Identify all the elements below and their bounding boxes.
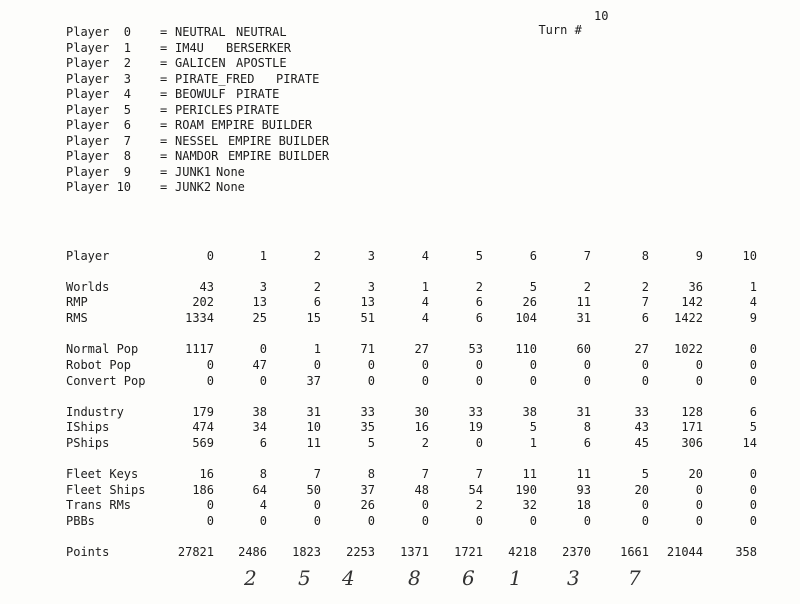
table-cell: 9 bbox=[695, 249, 703, 263]
table-cell: 51 bbox=[360, 311, 375, 325]
table-cell: 7 bbox=[421, 467, 429, 481]
table-cell: 0 bbox=[695, 498, 703, 512]
table-cell: 358 bbox=[735, 545, 757, 559]
row-label: Industry bbox=[66, 405, 124, 419]
table-cell: 142 bbox=[681, 295, 703, 309]
table-cell: 0 bbox=[475, 514, 483, 528]
handwritten-rank: 6 bbox=[462, 566, 475, 590]
table-cell: 0 bbox=[641, 498, 649, 512]
turn-indicator bbox=[524, 9, 609, 51]
table-cell: 4 bbox=[421, 295, 429, 309]
table-cell: 20 bbox=[688, 467, 703, 481]
equals-sign: = bbox=[160, 133, 168, 148]
table-cell: 0 bbox=[421, 498, 429, 512]
table-cell: 1334 bbox=[185, 311, 214, 325]
row-label: Fleet Keys bbox=[66, 467, 139, 481]
table-cell: 0 bbox=[475, 358, 483, 372]
table-cell: 33 bbox=[360, 405, 375, 419]
player-label: Player 9 bbox=[66, 164, 132, 179]
row-label: Fleet Ships bbox=[66, 483, 146, 497]
table-cell: 6 bbox=[529, 249, 537, 263]
table-cell: 10 bbox=[742, 249, 757, 263]
table-cell: 0 bbox=[367, 358, 375, 372]
table-cell: 37 bbox=[360, 483, 375, 497]
table-cell: 0 bbox=[695, 358, 703, 372]
table-cell: 43 bbox=[199, 280, 214, 294]
player-name: NESSEL bbox=[175, 133, 219, 148]
table-cell: 0 bbox=[583, 374, 591, 388]
table-cell: 6 bbox=[259, 436, 267, 450]
table-cell: 0 bbox=[749, 483, 757, 497]
table-cell: 36 bbox=[688, 280, 703, 294]
table-cell: 0 bbox=[529, 358, 537, 372]
table-cell: 26 bbox=[522, 295, 537, 309]
table-cell: 33 bbox=[634, 405, 649, 419]
table-cell: 26 bbox=[360, 498, 375, 512]
table-cell: 171 bbox=[681, 420, 703, 434]
table-cell: 27 bbox=[634, 342, 649, 356]
player-name: PERICLES bbox=[175, 102, 233, 117]
handwritten-rank: 7 bbox=[628, 566, 641, 590]
table-cell: 6 bbox=[475, 311, 483, 325]
table-cell: 0 bbox=[259, 514, 267, 528]
table-cell: 179 bbox=[192, 405, 214, 419]
table-cell: 2486 bbox=[238, 545, 267, 559]
table-cell: 6 bbox=[749, 405, 757, 419]
table-cell: 11 bbox=[522, 467, 537, 481]
table-cell: 110 bbox=[515, 342, 537, 356]
table-cell: 1 bbox=[421, 280, 429, 294]
player-role: PIRATE bbox=[276, 71, 320, 86]
equals-sign: = bbox=[160, 180, 168, 194]
table-cell: 54 bbox=[468, 483, 483, 497]
table-cell: 0 bbox=[641, 358, 649, 372]
table-cell: 2 bbox=[313, 280, 321, 294]
player-role: EMPIRE BUILDER bbox=[228, 149, 330, 163]
table-cell: 93 bbox=[576, 483, 591, 497]
table-cell: 8 bbox=[367, 467, 375, 481]
table-cell: 0 bbox=[695, 514, 703, 528]
player-name: JUNK2 bbox=[175, 180, 212, 194]
equals-sign: = bbox=[160, 164, 168, 179]
table-cell: 1823 bbox=[292, 545, 321, 559]
row-label: PShips bbox=[66, 436, 110, 450]
table-cell: 1117 bbox=[185, 342, 214, 356]
table-cell: 14 bbox=[742, 436, 757, 450]
table-cell: 5 bbox=[529, 280, 537, 294]
turn-label: Turn # bbox=[538, 23, 582, 37]
table-cell: 0 bbox=[641, 374, 649, 388]
row-label: Points bbox=[66, 545, 110, 559]
table-cell: 1422 bbox=[674, 311, 703, 325]
table-cell: 0 bbox=[206, 514, 214, 528]
table-cell: 3 bbox=[367, 249, 375, 263]
table-cell: 0 bbox=[206, 358, 214, 372]
table-cell: 0 bbox=[421, 514, 429, 528]
table-cell: 20 bbox=[634, 483, 649, 497]
handwritten-rank: 5 bbox=[298, 566, 311, 590]
player-name: IM4U bbox=[175, 40, 204, 55]
table-cell: 0 bbox=[529, 374, 537, 388]
turn-number: 10 bbox=[594, 9, 609, 23]
table-cell: 0 bbox=[421, 358, 429, 372]
player-name: NAMDOR bbox=[175, 149, 219, 163]
table-cell: 13 bbox=[360, 295, 375, 309]
table-cell: 6 bbox=[313, 295, 321, 309]
table-cell: 2 bbox=[641, 280, 649, 294]
table-cell: 37 bbox=[306, 374, 321, 388]
table-cell: 50 bbox=[306, 483, 321, 497]
table-cell: 1661 bbox=[620, 545, 649, 559]
equals-sign: = bbox=[160, 56, 168, 70]
player-label: Player 7 bbox=[66, 133, 132, 148]
table-cell: 1 bbox=[529, 436, 537, 450]
table-cell: 31 bbox=[306, 405, 321, 419]
table-cell: 13 bbox=[252, 295, 267, 309]
player-label: Player 2 bbox=[66, 56, 132, 70]
equals-sign: = bbox=[160, 118, 168, 132]
player-label: Player 5 bbox=[66, 102, 132, 117]
table-cell: 45 bbox=[634, 436, 649, 450]
handwritten-rank: 2 bbox=[244, 566, 257, 590]
player-label: Player 1 bbox=[66, 40, 132, 55]
player-role: PIRATE bbox=[236, 87, 280, 101]
player-role: PIRATE bbox=[236, 102, 280, 117]
table-cell: 1 bbox=[313, 342, 321, 356]
table-cell: 5 bbox=[475, 249, 483, 263]
player-name: GALICEN bbox=[175, 56, 226, 70]
player-name: JUNK1 bbox=[175, 164, 212, 179]
table-cell: 19 bbox=[468, 420, 483, 434]
table-cell: 30 bbox=[414, 405, 429, 419]
table-cell: 306 bbox=[681, 436, 703, 450]
table-cell: 0 bbox=[367, 374, 375, 388]
table-cell: 0 bbox=[749, 358, 757, 372]
table-cell: 0 bbox=[206, 374, 214, 388]
table-cell: 0 bbox=[259, 374, 267, 388]
table-cell: 11 bbox=[576, 295, 591, 309]
table-cell: 202 bbox=[192, 295, 214, 309]
equals-sign: = bbox=[160, 25, 168, 39]
table-cell: 0 bbox=[475, 436, 483, 450]
table-cell: 34 bbox=[252, 420, 267, 434]
table-cell: 71 bbox=[360, 342, 375, 356]
player-label: Player 3 bbox=[66, 71, 132, 86]
table-cell: 128 bbox=[681, 405, 703, 419]
equals-sign: = bbox=[160, 102, 168, 117]
table-cell: 38 bbox=[252, 405, 267, 419]
table-cell: 7 bbox=[583, 249, 591, 263]
table-cell: 18 bbox=[576, 498, 591, 512]
table-cell: 31 bbox=[576, 405, 591, 419]
table-cell: 31 bbox=[576, 311, 591, 325]
table-cell: 11 bbox=[576, 467, 591, 481]
table-cell: 4 bbox=[421, 311, 429, 325]
table-cell: 16 bbox=[414, 420, 429, 434]
table-cell: 0 bbox=[206, 249, 214, 263]
table-cell: 0 bbox=[749, 514, 757, 528]
table-cell: 2370 bbox=[562, 545, 591, 559]
row-label: IShips bbox=[66, 420, 110, 434]
table-cell: 4 bbox=[749, 295, 757, 309]
table-cell: 0 bbox=[583, 514, 591, 528]
table-cell: 4218 bbox=[508, 545, 537, 559]
table-cell: 25 bbox=[252, 311, 267, 325]
table-cell: 60 bbox=[576, 342, 591, 356]
row-label: RMS bbox=[66, 311, 88, 325]
player-label: Player 4 bbox=[66, 87, 132, 101]
table-cell: 21044 bbox=[666, 545, 703, 559]
table-cell: 1 bbox=[749, 280, 757, 294]
player-role: APOSTLE bbox=[236, 56, 287, 70]
player-role: EMPIRE BUILDER bbox=[211, 118, 313, 132]
row-label: Trans RMs bbox=[66, 498, 132, 512]
table-cell: 0 bbox=[749, 467, 757, 481]
table-cell: 2 bbox=[583, 280, 591, 294]
row-label: Normal Pop bbox=[66, 342, 139, 356]
player-name: NEUTRAL bbox=[175, 25, 226, 39]
table-cell: 0 bbox=[259, 342, 267, 356]
table-cell: 0 bbox=[749, 498, 757, 512]
table-cell: 8 bbox=[641, 249, 649, 263]
table-cell: 0 bbox=[749, 374, 757, 388]
table-cell: 0 bbox=[641, 514, 649, 528]
player-role: None bbox=[216, 180, 245, 194]
table-cell: 1371 bbox=[400, 545, 429, 559]
table-cell: 11 bbox=[306, 436, 321, 450]
table-cell: 3 bbox=[259, 280, 267, 294]
table-cell: 48 bbox=[414, 483, 429, 497]
table-cell: 27 bbox=[414, 342, 429, 356]
table-cell: 33 bbox=[468, 405, 483, 419]
equals-sign: = bbox=[160, 149, 168, 163]
table-cell: 0 bbox=[749, 342, 757, 356]
table-cell: 1721 bbox=[454, 545, 483, 559]
row-label: PBBs bbox=[66, 514, 95, 528]
table-cell: 35 bbox=[360, 420, 375, 434]
player-role: None bbox=[216, 164, 245, 179]
table-cell: 0 bbox=[475, 374, 483, 388]
table-cell: 0 bbox=[313, 358, 321, 372]
table-cell: 6 bbox=[475, 295, 483, 309]
equals-sign: = bbox=[160, 87, 168, 101]
table-cell: 0 bbox=[367, 514, 375, 528]
table-cell: 43 bbox=[634, 420, 649, 434]
table-cell: 4 bbox=[421, 249, 429, 263]
table-cell: 32 bbox=[522, 498, 537, 512]
handwritten-rank: 8 bbox=[408, 566, 421, 590]
table-cell: 2 bbox=[475, 280, 483, 294]
player-name: PIRATE_FRED bbox=[175, 71, 255, 86]
table-cell: 104 bbox=[515, 311, 537, 325]
table-cell: 6 bbox=[583, 436, 591, 450]
table-cell: 2 bbox=[475, 498, 483, 512]
row-label: Robot Pop bbox=[66, 358, 132, 372]
table-cell: 0 bbox=[421, 374, 429, 388]
row-label: Player bbox=[66, 249, 110, 263]
table-cell: 7 bbox=[641, 295, 649, 309]
player-label: Player 6 bbox=[66, 118, 132, 132]
table-cell: 5 bbox=[367, 436, 375, 450]
handwritten-rank: 4 bbox=[342, 566, 355, 590]
handwritten-rank: 1 bbox=[509, 566, 522, 590]
player-label: Player 0 bbox=[66, 25, 132, 39]
table-cell: 27821 bbox=[177, 545, 214, 559]
row-label: RMP bbox=[66, 295, 88, 309]
table-cell: 474 bbox=[192, 420, 214, 434]
table-cell: 569 bbox=[192, 436, 214, 450]
row-label: Worlds bbox=[66, 280, 110, 294]
player-label: Player 8 bbox=[66, 149, 132, 163]
table-cell: 186 bbox=[192, 483, 214, 497]
table-cell: 47 bbox=[252, 358, 267, 372]
table-cell: 16 bbox=[199, 467, 214, 481]
table-cell: 0 bbox=[583, 358, 591, 372]
player-name: BEOWULF bbox=[175, 87, 226, 101]
table-cell: 7 bbox=[475, 467, 483, 481]
table-cell: 6 bbox=[641, 311, 649, 325]
table-cell: 10 bbox=[306, 420, 321, 434]
table-cell: 2 bbox=[421, 436, 429, 450]
table-cell: 1022 bbox=[674, 342, 703, 356]
table-cell: 0 bbox=[313, 514, 321, 528]
table-cell: 9 bbox=[749, 311, 757, 325]
table-cell: 0 bbox=[313, 498, 321, 512]
table-cell: 3 bbox=[367, 280, 375, 294]
table-cell: 64 bbox=[252, 483, 267, 497]
table-cell: 7 bbox=[313, 467, 321, 481]
table-cell: 0 bbox=[695, 483, 703, 497]
table-cell: 2 bbox=[313, 249, 321, 263]
table-cell: 5 bbox=[749, 420, 757, 434]
row-label: Convert Pop bbox=[66, 374, 146, 388]
player-label: Player 10 bbox=[66, 180, 132, 194]
table-cell: 0 bbox=[529, 514, 537, 528]
table-cell: 5 bbox=[641, 467, 649, 481]
player-role: NEUTRAL bbox=[236, 25, 287, 39]
table-cell: 190 bbox=[515, 483, 537, 497]
table-cell: 4 bbox=[259, 498, 267, 512]
table-cell: 5 bbox=[529, 420, 537, 434]
table-cell: 15 bbox=[306, 311, 321, 325]
equals-sign: = bbox=[160, 71, 168, 86]
player-name: ROAM bbox=[175, 118, 204, 132]
table-cell: 2253 bbox=[346, 545, 375, 559]
table-cell: 8 bbox=[259, 467, 267, 481]
table-cell: 0 bbox=[206, 498, 214, 512]
handwritten-rank: 3 bbox=[567, 566, 580, 590]
table-cell: 53 bbox=[468, 342, 483, 356]
table-cell: 0 bbox=[695, 374, 703, 388]
table-cell: 38 bbox=[522, 405, 537, 419]
player-role: EMPIRE BUILDER bbox=[228, 133, 330, 148]
table-cell: 8 bbox=[583, 420, 591, 434]
player-role: BERSERKER bbox=[226, 40, 292, 55]
table-cell: 1 bbox=[259, 249, 267, 263]
equals-sign: = bbox=[160, 40, 168, 55]
